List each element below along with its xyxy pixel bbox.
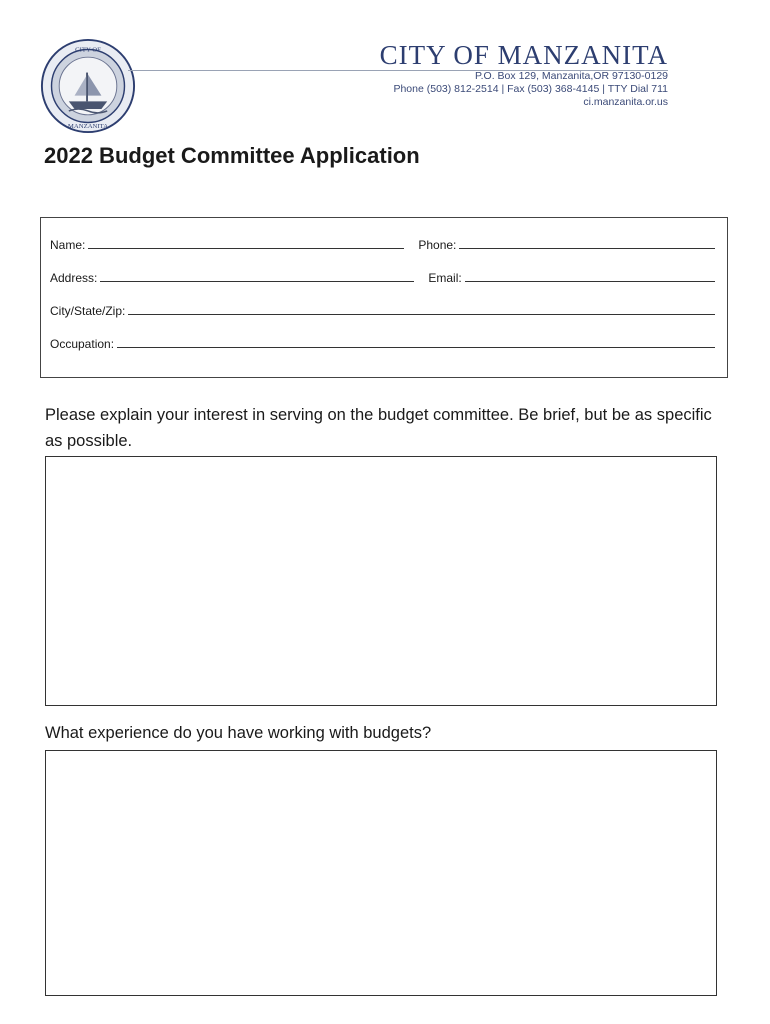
address-field[interactable] xyxy=(100,269,414,282)
city-seal-logo xyxy=(40,38,136,134)
city-website: ci.manzanita.or.us xyxy=(583,96,668,108)
address-email-row xyxy=(50,269,715,285)
city-name: CITY OF MANZANITA xyxy=(379,40,668,70)
address-label: Address: xyxy=(50,271,98,285)
city-contact-numbers: Phone (503) 812-2514 | Fax (503) 368-4145 | TTY Dial 711 xyxy=(393,83,668,95)
experience-answer-box[interactable] xyxy=(45,750,717,996)
occupation-field[interactable] xyxy=(117,335,715,348)
phone-field[interactable] xyxy=(459,236,715,249)
city-state-zip-label: City/State/Zip: xyxy=(50,304,126,318)
phone-label: Phone: xyxy=(418,238,457,252)
email-field[interactable] xyxy=(465,269,715,282)
name-field[interactable] xyxy=(88,236,404,249)
interest-answer-box[interactable] xyxy=(45,456,717,706)
svg-text:CITY OF: CITY OF xyxy=(75,46,101,54)
city-state-zip-field[interactable] xyxy=(128,302,715,315)
page-title: 2022 Budget Committee Application xyxy=(44,143,420,168)
applicant-info-box xyxy=(40,217,728,378)
interest-question: Please explain your interest in serving on the budget committee. Be brief, but be as specific as possible. xyxy=(45,406,712,450)
svg-text:MANZANITA: MANZANITA xyxy=(67,123,109,131)
city-state-zip-row xyxy=(50,302,715,318)
email-label: Email: xyxy=(428,271,462,285)
name-phone-row xyxy=(50,236,715,252)
city-contact-block xyxy=(380,40,668,109)
name-label: Name: xyxy=(50,238,86,252)
city-address: P.O. Box 129, Manzanita,OR 97130-0129 xyxy=(474,70,668,82)
occupation-row xyxy=(50,335,715,351)
occupation-label: Occupation: xyxy=(50,337,115,351)
experience-question: What experience do you have working with budgets? xyxy=(45,724,432,742)
